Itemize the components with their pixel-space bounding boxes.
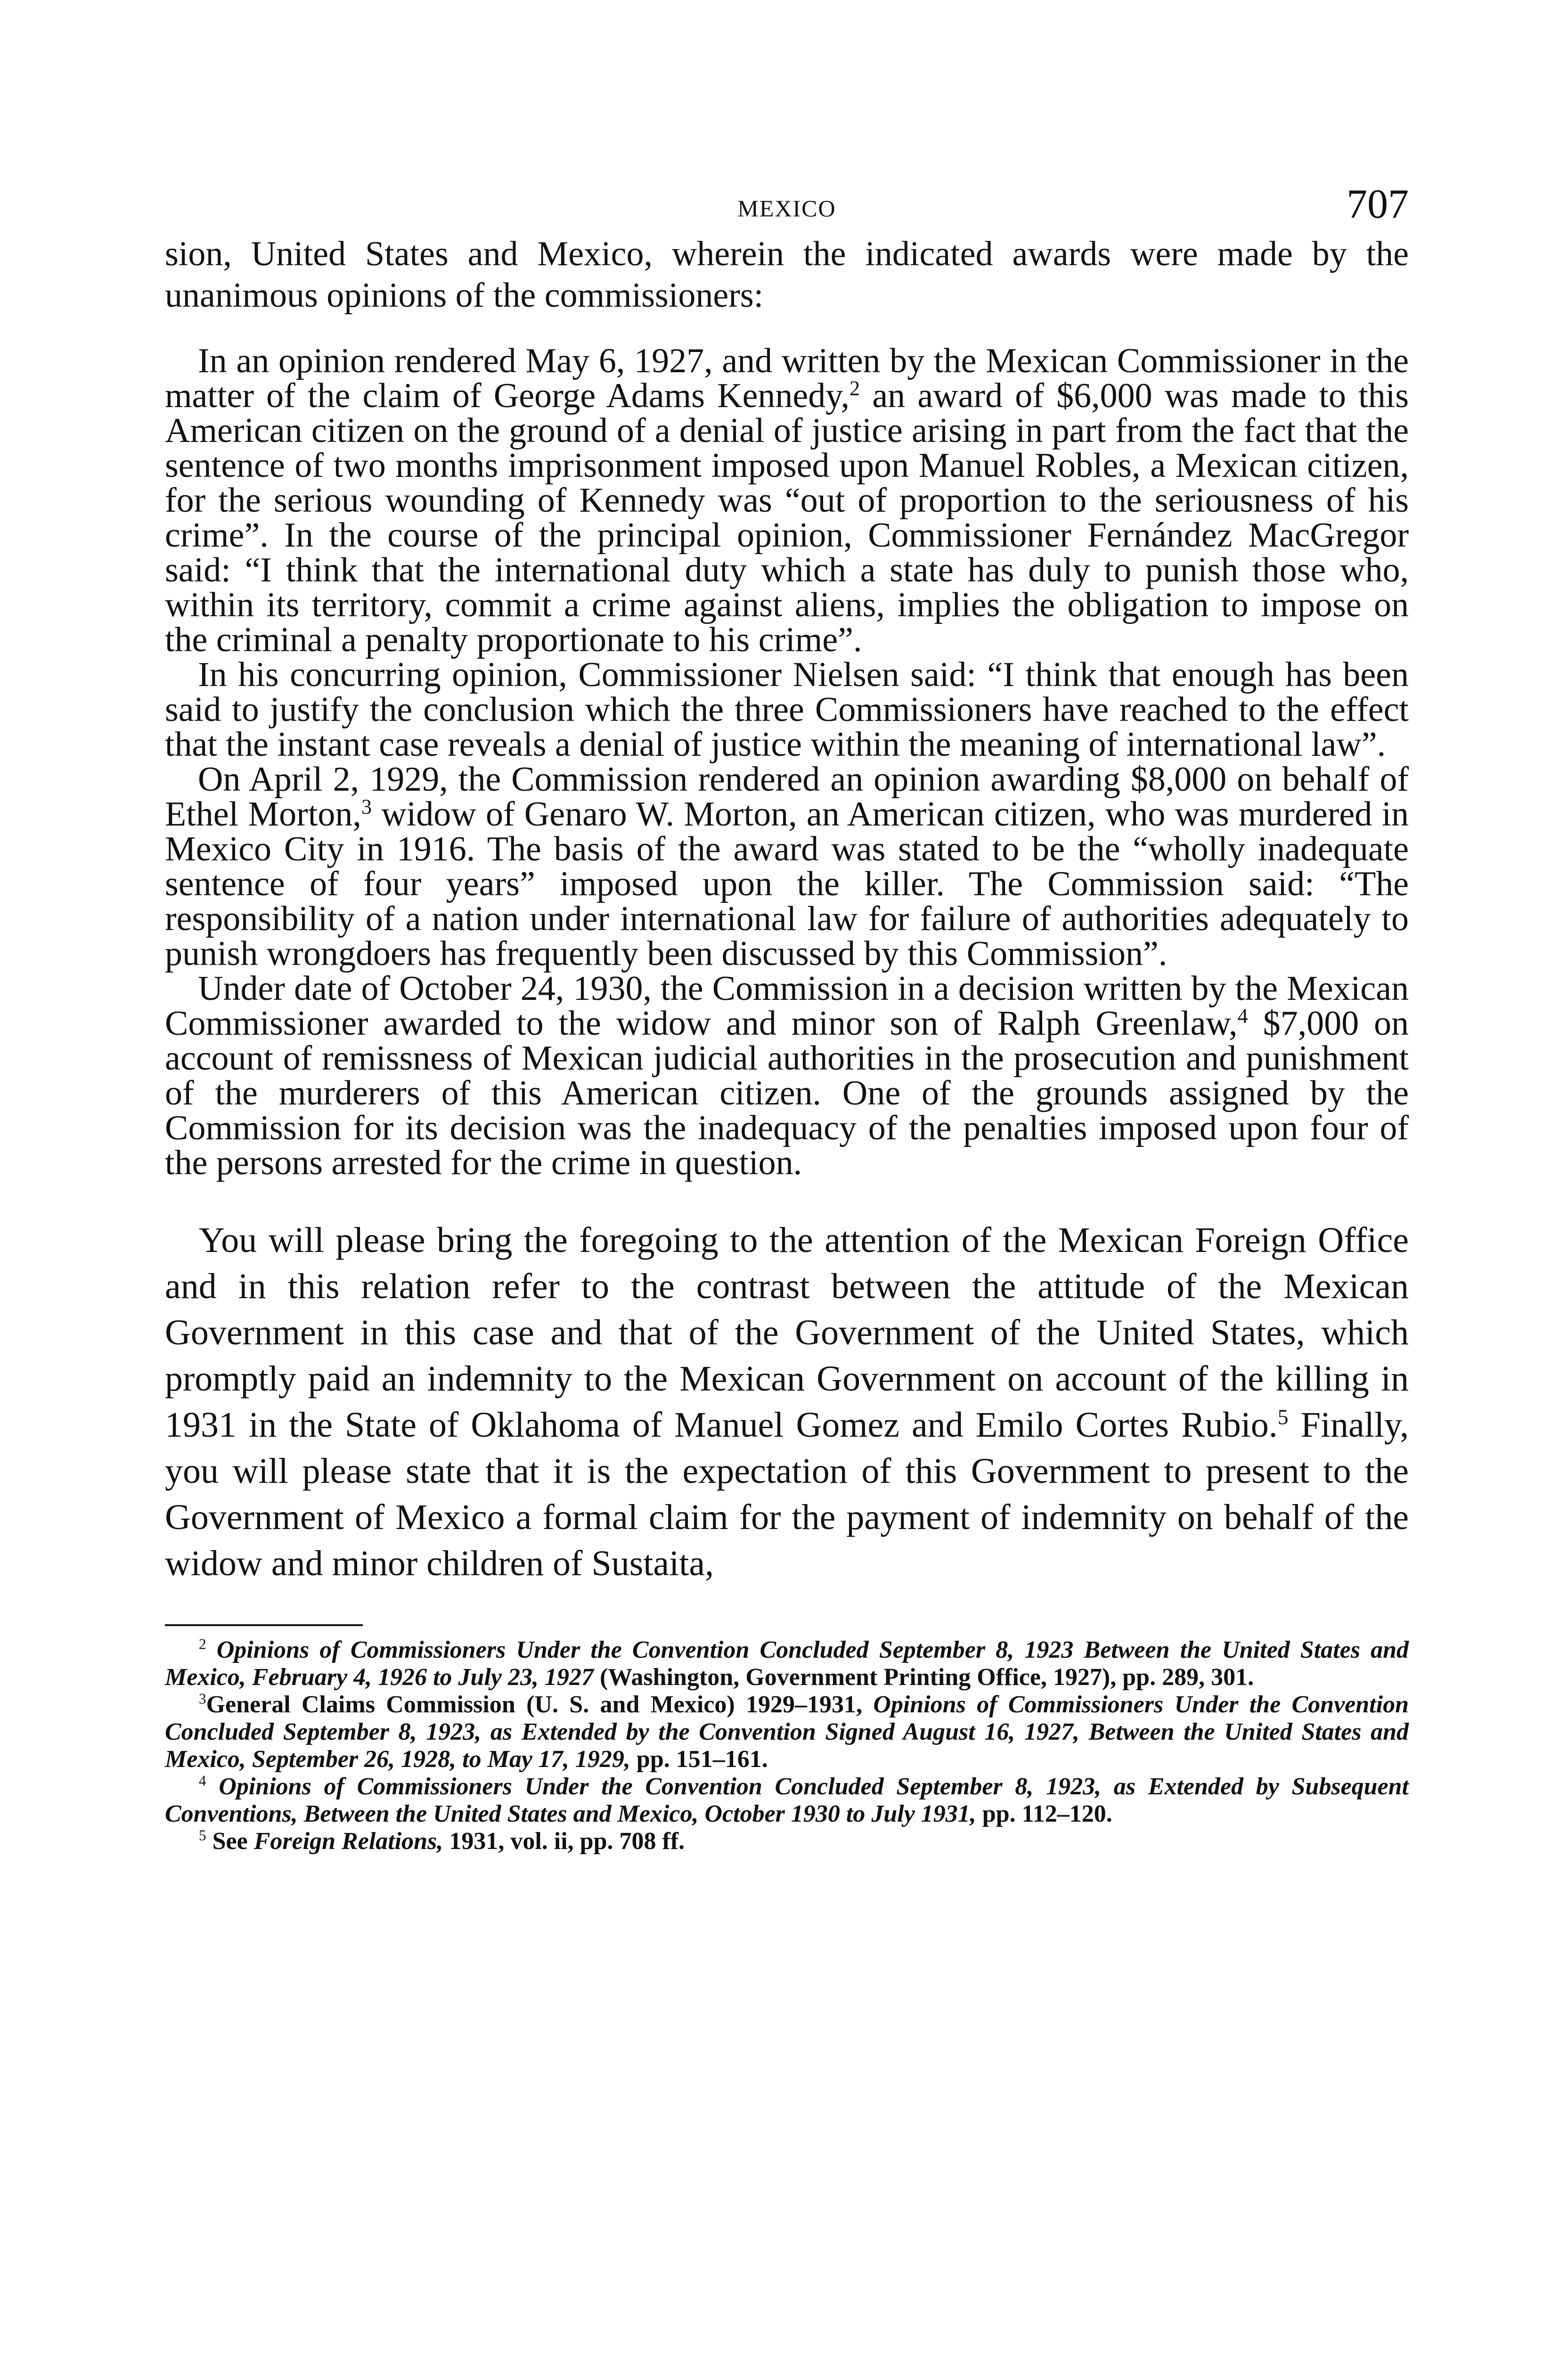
footnote-ref: 5: [1277, 1405, 1289, 1429]
footnote-title: Foreign Relations,: [253, 1828, 443, 1855]
quote-text: an award of $6,000 was made to this American citizen on the ground of a denial of justice arising in part from the fact that the sentence of two months imprisonment imposed upon Manuel Robles, a Mexican citizen, for the serious wounding of Kennedy was “out of proportion to the seriousness of his crime”. In the course of the principal opinion, Commissioner Fernández MacGregor said: “I think that the international duty which a state has duly to punish those who, within its territory, commit a crime against aliens, implies the obligation to impose on the criminal a penalty proportionate to his crime”.: [165, 376, 1409, 659]
document-page: [165, 181, 1409, 1855]
footnote-5: [165, 1828, 1409, 1855]
footnote-4: [165, 1773, 1409, 1828]
body-text: You will please bring the foregoing to the attention of the Mexican Foreign Office and in this relation refer to the contrast between the attitude of the Mexican Government in this case and that of the Government of the United States, which promptly paid an indemnity to the Mexican Government on account of the killing in 1931 in the State of Oklahoma of Manuel Gomez and Emilo Cortes Rubio.: [165, 1220, 1409, 1445]
footnote-2: [165, 1636, 1409, 1691]
body-paragraph: [165, 1217, 1409, 1587]
footnote-mark: 2: [199, 1636, 206, 1652]
running-head: [165, 181, 1409, 233]
footnote-mark: 5: [199, 1827, 206, 1844]
footnote-ref: 2: [849, 376, 860, 400]
quote-text: In an opinion rendered May 6, 1927, and written by the Mexican Commissioner in the matter of the claim of George Adams Kennedy,: [165, 342, 1409, 415]
footnote-ref: 3: [361, 794, 372, 818]
block-quote: [165, 344, 1409, 1180]
footnote-text: See: [212, 1828, 254, 1855]
footnote-title: Opinions of Commissioners Under the Convention Concluded September 8, 1923, as Extended by Subsequent Conventions, Between the United States and Mexico, October 1930 to July 1931,: [165, 1773, 1409, 1827]
footnote-ref: 4: [1237, 1004, 1248, 1028]
footnote-mark: 3: [199, 1690, 206, 1707]
footnote-title: Opinions of Commissioners Under the Convention Concluded September 8, 1923 Between the United States and Mexico, February 4, 1926 to July 23, 1927: [165, 1636, 1409, 1691]
quote-text: widow of Genaro W. Morton, an American citizen, who was murdered in Mexico City in 1916. The basis of the award was stated to be the “wholly inadequate sentence of four years” imposed upon the killer. The Commission said: “The responsibility of a nation under international law for failure of authorities adequately to punish wrongdoers has frequently been discussed by this Commission”.: [165, 795, 1409, 973]
footnote-text: 1931, vol. ii, pp. 708 ff.: [443, 1828, 685, 1855]
quote-paragraph-greenlaw: [165, 971, 1409, 1180]
footnote-3: [165, 1691, 1409, 1773]
quote-paragraph-nielsen: In his concurring opinion, Commissioner Nielsen said: “I think that enough has been said to justify the conclusion which the three Commissioners have reached to the effect that the instant case reveals a denial of justice within the meaning of international law”.: [165, 655, 1409, 764]
footnote-text: General Claims Commission (U. S. and Mexico) 1929–1931,: [206, 1691, 874, 1718]
quote-paragraph-kennedy: [165, 344, 1409, 657]
footnotes: [165, 1636, 1409, 1855]
page-number: 707: [1347, 181, 1409, 227]
footnote-mark: 4: [199, 1772, 206, 1789]
body-text: Finally, you will please state that it is the expectation of this Government to present to the Government of Mexico a formal claim for the payment of indemnity on behalf of the widow and minor children of Sustaita,: [165, 1405, 1409, 1583]
footnote-divider: [165, 1624, 363, 1626]
quote-text: On April 2, 1929, the Commission rendered an opinion awarding $8,000 on behalf of Ethel Morton,: [165, 760, 1409, 834]
footnote-text: (Washington, Government Printing Office, 1927), pp. 289, 301.: [593, 1664, 1254, 1691]
running-title: MEXICO: [737, 195, 836, 221]
footnote-text: pp. 151–161.: [630, 1746, 768, 1773]
quote-paragraph-morton: [165, 762, 1409, 971]
quote-text: Under date of October 24, 1930, the Commission in a decision written by the Mexican Commissioner awarded to the widow and minor son of Ralph Greenlaw,: [165, 969, 1409, 1043]
footnote-title: Opinions of Commissioners Under the Convention Concluded September 8, 1923, as Extended by the Convention Signed August 16, 1927, Between the United States and Mexico, September 26, 1928, to May 17, 1929,: [165, 1691, 1409, 1773]
footnote-text: pp. 112–120.: [976, 1800, 1112, 1827]
quote-text: $7,000 on account of remissness of Mexican judicial authorities in the prosecution and punishment of the murderers of this American citizen. One of the grounds assigned by the Commission for its decision was the inadequacy of the penalties imposed upon four of the persons arrested for the crime in question.: [165, 1004, 1409, 1182]
intro-paragraph: sion, United States and Mexico, wherein the indicated awards were made by the unanimous opinions of the commissioners:: [165, 235, 1409, 315]
